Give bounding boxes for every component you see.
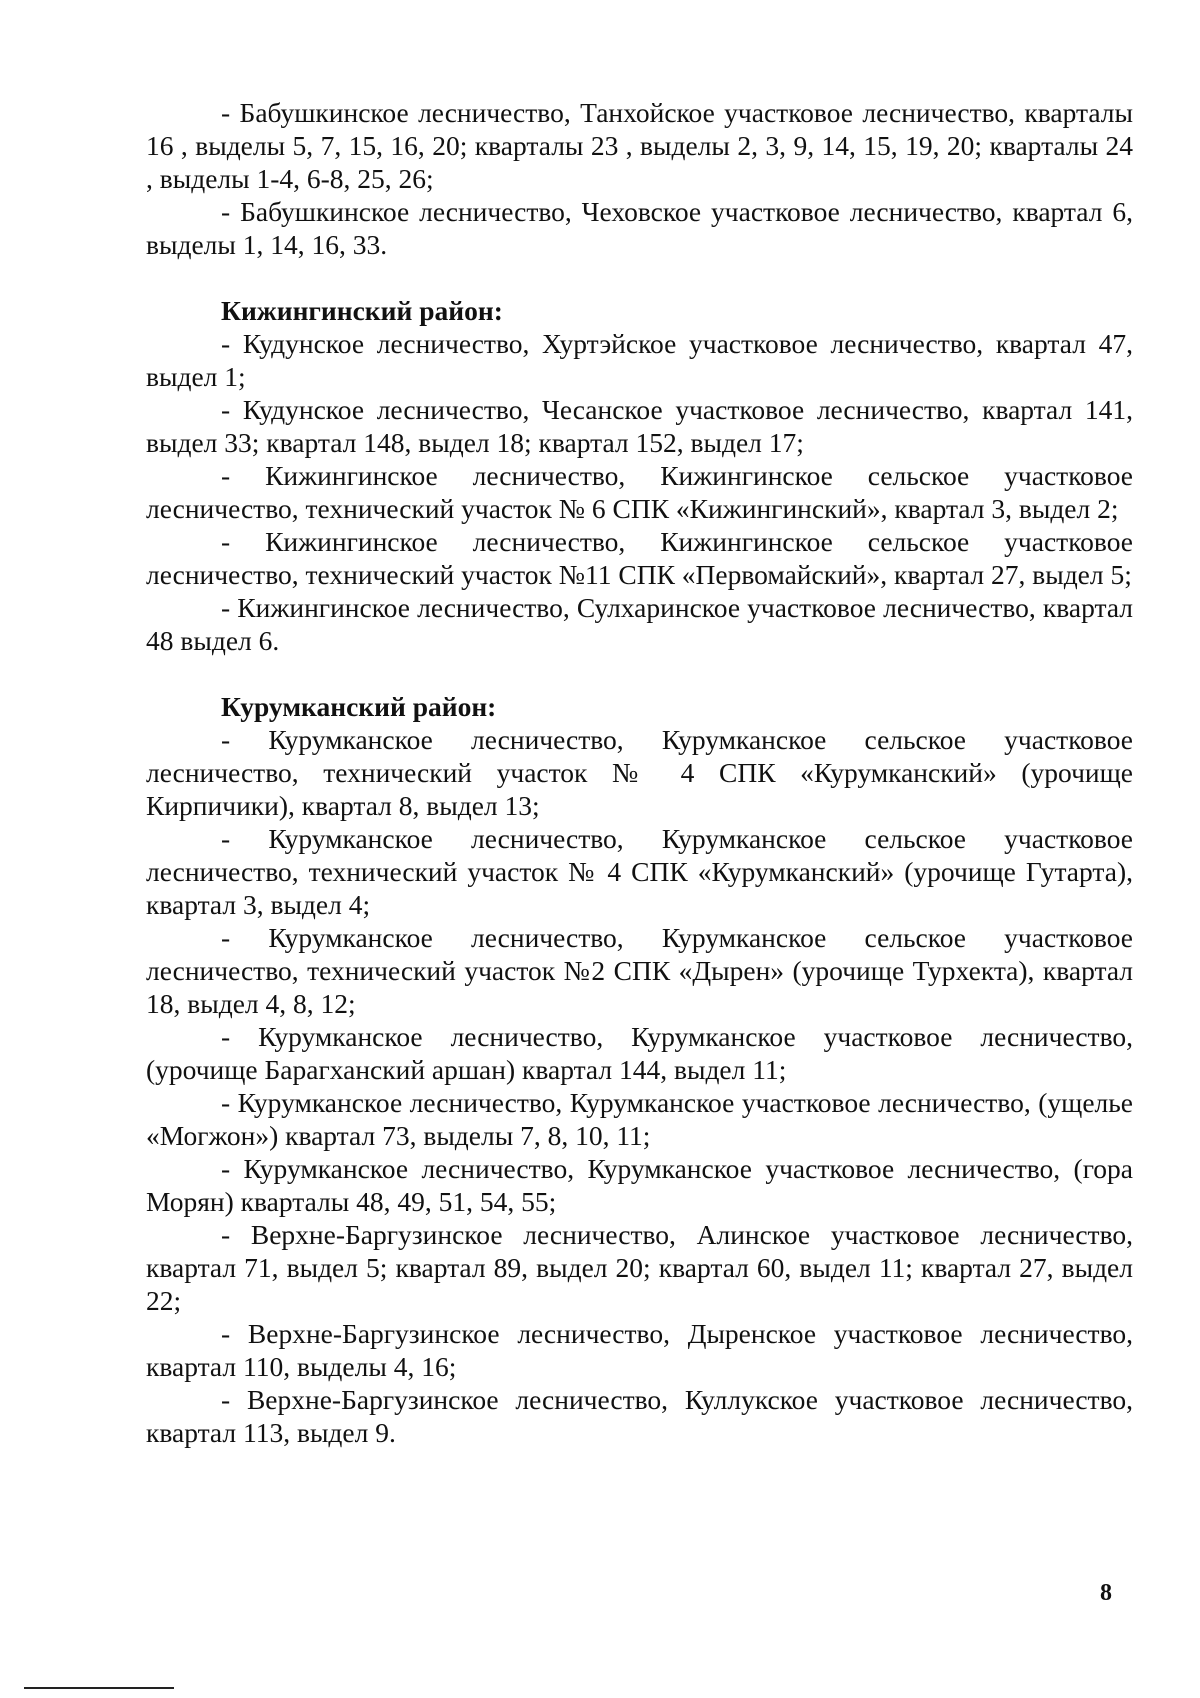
section-gap <box>146 657 1133 690</box>
section-title-kizhinga: Кижингинский район: <box>221 295 503 326</box>
section-title-kurumkan: Курумканский район: <box>221 691 497 722</box>
paragraph-kurumkan-5: - Курумканское лесничество, Курумканское участковое лесничество, (ущелье «Могжон») квартал 73, выделы 7, 8, 10, 11; <box>146 1087 1133 1151</box>
paragraph-kurumkan-3: - Курумканское лесничество, Курумканское сельское участковое лесничество, технический участок №2 СПК «Дырен» (урочище Турхекта), квартал 18, выдел 4, 8, 12; <box>146 922 1133 1019</box>
paragraph-kizhinga-4: - Кижингинское лесничество, Кижингинское сельское участковое лесничество, технический участок №11 СПК «Первомайский», квартал 27, выдел 5; <box>146 526 1133 590</box>
paragraph-kurumkan-8: - Верхне-Баргузинское лесничество, Дыренское участковое лесничество, квартал 110, выделы 4, 16; <box>146 1318 1133 1382</box>
document-page <box>146 96 1133 1449</box>
footer-rule <box>24 1687 174 1689</box>
paragraph-babushkin-tanhoy: - Бабушкинское лесничество, Танхойское участковое лесничество, кварталы 16 , выделы 5, 7, 15, 16, 20; кварталы 23 , выделы 2, 3, 9, 14, 15, 19, 20; кварталы 24 , выделы 1-4, 6-8, 25, 26; <box>146 97 1133 194</box>
paragraph-kurumkan-2: - Курумканское лесничество, Курумканское сельское участковое лесничество, технический участок № 4 СПК «Курумканский» (урочище Гутарта), квартал 3, выдел 4; <box>146 823 1133 920</box>
paragraph-kurumkan-4: - Курумканское лесничество, Курумканское участковое лесничество, (урочище Барагханский аршан) квартал 144, выдел 11; <box>146 1021 1133 1085</box>
paragraph-kizhinga-2: - Кудунское лесничество, Чесанское участковое лесничество, квартал 141, выдел 33; квартал 148, выдел 18; квартал 152, выдел 17; <box>146 394 1133 458</box>
paragraph-kurumkan-7: - Верхне-Баргузинское лесничество, Алинское участковое лесничество, квартал 71, выдел 5; квартал 89, выдел 20; квартал 60, выдел 11; квартал 27, выдел 22; <box>146 1219 1133 1316</box>
section-gap <box>146 261 1133 294</box>
paragraph-kizhinga-5: - Кижингинское лесничество, Сулхаринское участковое лесничество, квартал 48 выдел 6. <box>146 592 1133 656</box>
paragraph-kurumkan-9: - Верхне-Баргузинское лесничество, Куллукское участковое лесничество, квартал 113, выдел 9. <box>146 1384 1133 1448</box>
page-number: 8 <box>1100 1580 1112 1606</box>
paragraph-kurumkan-6: - Курумканское лесничество, Курумканское участковое лесничество, (гора Морян) кварталы 48, 49, 51, 54, 55; <box>146 1153 1133 1217</box>
paragraph-kizhinga-1: - Кудунское лесничество, Хуртэйское участковое лесничество, квартал 47, выдел 1; <box>146 328 1133 392</box>
paragraph-kurumkan-1: - Курумканское лесничество, Курумканское сельское участковое лесничество, технический участок № 4 СПК «Курумканский» (урочище Кирпичики), квартал 8, выдел 13; <box>146 724 1133 821</box>
paragraph-kizhinga-3: - Кижингинское лесничество, Кижингинское сельское участковое лесничество, технический участок № 6 СПК «Кижингинский», квартал 3, выдел 2; <box>146 460 1133 524</box>
paragraph-babushkin-chekhov: - Бабушкинское лесничество, Чеховское участковое лесничество, квартал 6, выделы 1, 14, 16, 33. <box>146 196 1133 260</box>
